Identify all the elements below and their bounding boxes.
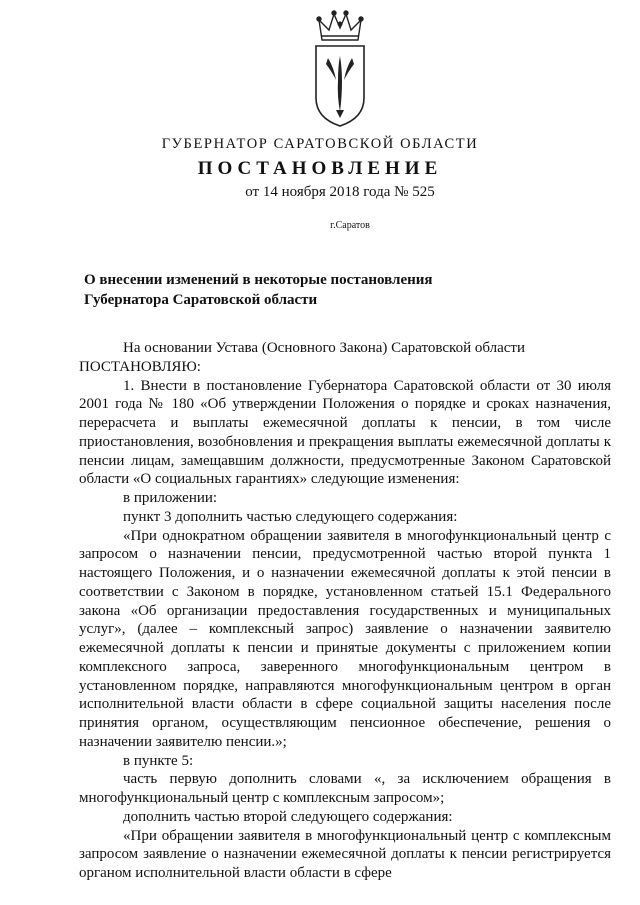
paragraph-point-3: пункт 3 дополнить частью следующего содержания: bbox=[123, 508, 458, 525]
paragraph-basis: На основании Устава (Основного Закона) Саратовской области bbox=[123, 340, 526, 356]
governor-title: ГУБЕРНАТОР САРАТОВСКОЙ ОБЛАСТИ bbox=[161, 136, 479, 152]
document-type: ПОСТАНОВЛЕНИЕ bbox=[197, 158, 443, 179]
subject-line-1: О внесении изменений в некоторые постановления bbox=[84, 272, 433, 288]
subject-line-2: Губернатора Саратовской области bbox=[84, 292, 318, 308]
saratov-coat-of-arms-icon bbox=[310, 10, 370, 128]
decree-date-number: от 14 ноября 2018 года № 525 bbox=[245, 184, 435, 200]
decree-city: г.Саратов bbox=[330, 220, 370, 231]
paragraph-part-one: часть первую дополнить словами «, за исключением обращения в многофункциональный центр с комплексным запросом»; bbox=[79, 771, 611, 806]
paragraph-item-1: 1. Внести в постановление Губернатора Саратовской области от 30 июля 2001 года № 180 «Об утверждении Положения о порядке и сроках назначения, перерасчета и выплаты ежемесячной доплаты к пенсии, в том числе приостановления, возобновления и прекращения выплаты ежемесячной доплаты к пенсии лицам, замещавшим должности, предусмотренные Законом Саратовской области «О социальных гарантиях» следующие изменения: bbox=[79, 377, 611, 488]
decree-body bbox=[79, 339, 611, 883]
paragraph-quote-1: «При однократном обращении заявителя в многофункциональный центр с запросом о назначении пенсии, предусмотренной частью второй пункта 1 настоящего Положения, и о назначении ежемесячной доплаты к этой пенсии в соответствии с Законом в порядке, установленном статьей 15.1 Федерального закона «Об организации предоставления государственных и муниципальных услуг», (далее – комплексный запрос) заявление о назначении заявителю ежемесячной доплаты к пенсии и принятые документы с приложением копии комплексного запроса, заверенного многофункциональным центром в установленном порядке, направляются многофункциональным центром в орган исполнительной власти области в сфере социальной защиты населения после принятия органом, осуществляющим пенсионное обеспечение, решения о назначении заявителю пенсии.»; bbox=[79, 527, 611, 750]
paragraph-quote-2: «При обращении заявителя в многофункциональный центр с комплексным запросом заявление о назначении ежемесячной доплаты к пенсии регистрируется органом исполнительной власти области в сфере bbox=[79, 827, 611, 881]
paragraph-resolve: ПОСТАНОВЛЯЮ: bbox=[79, 358, 201, 375]
paragraph-appendix: в приложении: bbox=[123, 490, 218, 506]
decree-subject bbox=[84, 270, 433, 310]
paragraph-part-two: дополнить частью второй следующего содержания: bbox=[123, 808, 453, 825]
paragraph-point-5: в пункте 5: bbox=[123, 752, 194, 769]
